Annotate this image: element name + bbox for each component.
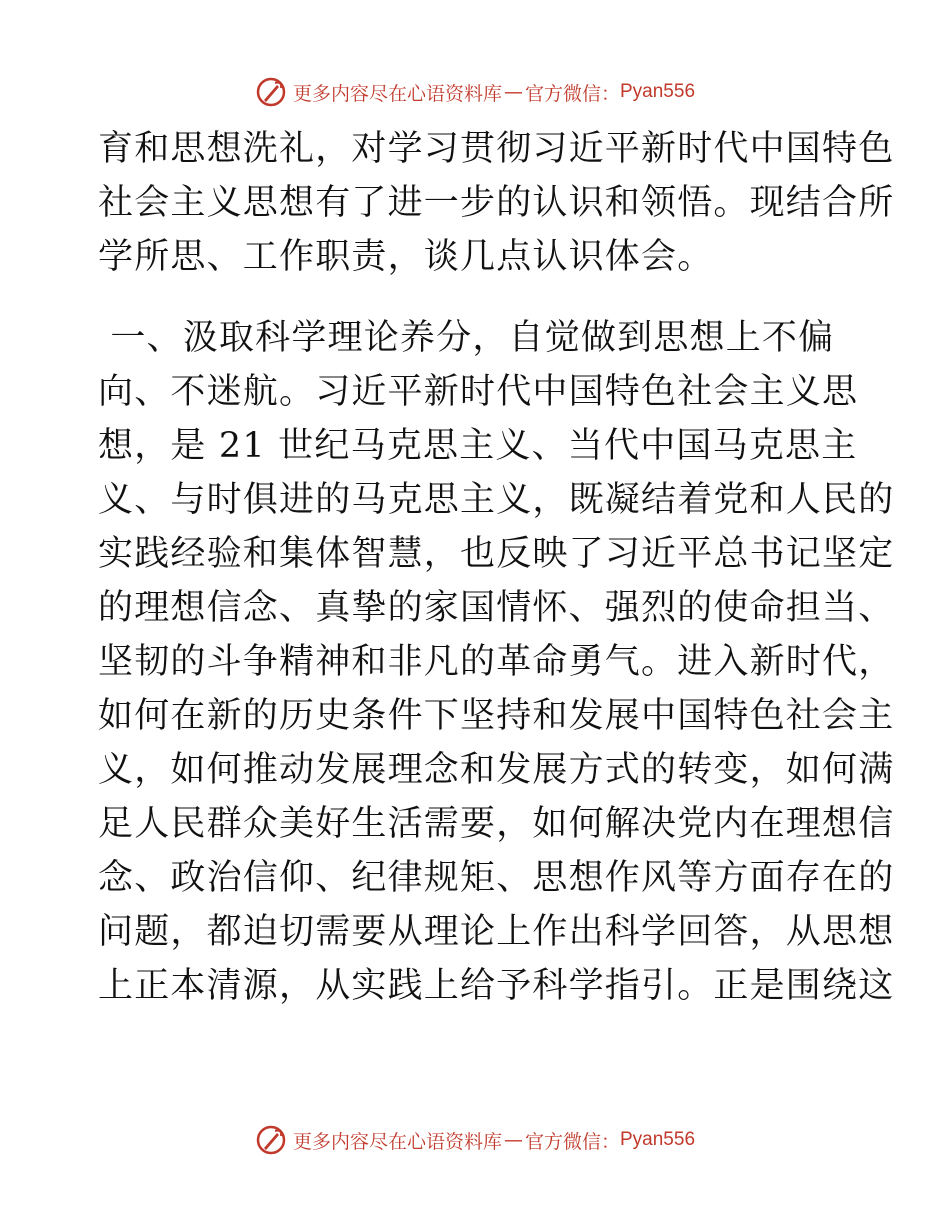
text-line: 义，如何推动发展理念和发展方式的转变，如何满 <box>98 750 895 790</box>
watermark-wechat-label: 官方微信： <box>524 1130 620 1153</box>
header-watermark <box>0 72 950 112</box>
text-line: 足人民群众美好生活需要，如何解决党内在理想信 <box>98 804 895 844</box>
watermark-wechat-id: Pyan556 <box>620 1129 696 1150</box>
paragraph-1 <box>98 122 895 284</box>
quill-logo-icon <box>255 1124 287 1156</box>
text-line: 想，是 21 世纪马克思主义、当代中国马克思主 <box>98 426 858 466</box>
text-line: 念、政治信仰、纪律规矩、思想作风等方面存在的 <box>98 858 895 898</box>
watermark-text: 更多内容尽在心语资料库 <box>292 82 502 105</box>
watermark-separator: — <box>503 81 523 103</box>
text-line: 如何在新的历史条件下坚持和发展中国特色社会主 <box>98 696 895 736</box>
watermark-text: 更多内容尽在心语资料库 <box>292 1130 502 1153</box>
text-line: 的理想信念、真挚的家国情怀、强烈的使命担当、 <box>98 588 895 628</box>
footer-watermark <box>0 1120 950 1160</box>
text-line: 育和思想洗礼，对学习贯彻习近平新时代中国特色 <box>98 129 895 169</box>
text-line: 义、与时俱进的马克思主义，既凝结着党和人民的 <box>98 480 895 520</box>
text-line: 坚韧的斗争精神和非凡的革命勇气。进入新时代， <box>98 642 895 682</box>
watermark-wechat-id: Pyan556 <box>620 81 696 102</box>
section-heading-line: 一、汲取科学理论养分，自觉做到思想上不偏 <box>98 318 835 358</box>
paragraph-2 <box>98 311 895 1013</box>
text-line: 向、不迷航。习近平新时代中国特色社会主义思 <box>98 372 859 412</box>
text-line: 上正本清源，从实践上给予科学指引。正是围绕这 <box>98 966 895 1006</box>
text-line: 实践经验和集体智慧，也反映了习近平总书记坚定 <box>98 534 895 574</box>
text-line: 问题，都迫切需要从理论上作出科学回答，从思想 <box>98 912 895 952</box>
watermark-separator: — <box>503 1129 523 1151</box>
text-line: 学所思、工作职责，谈几点认识体会。 <box>98 237 714 277</box>
quill-logo-icon <box>255 76 287 108</box>
text-line: 社会主义思想有了进一步的认识和领悟。现结合所 <box>98 183 895 223</box>
watermark-wechat-label: 官方微信： <box>524 82 620 105</box>
